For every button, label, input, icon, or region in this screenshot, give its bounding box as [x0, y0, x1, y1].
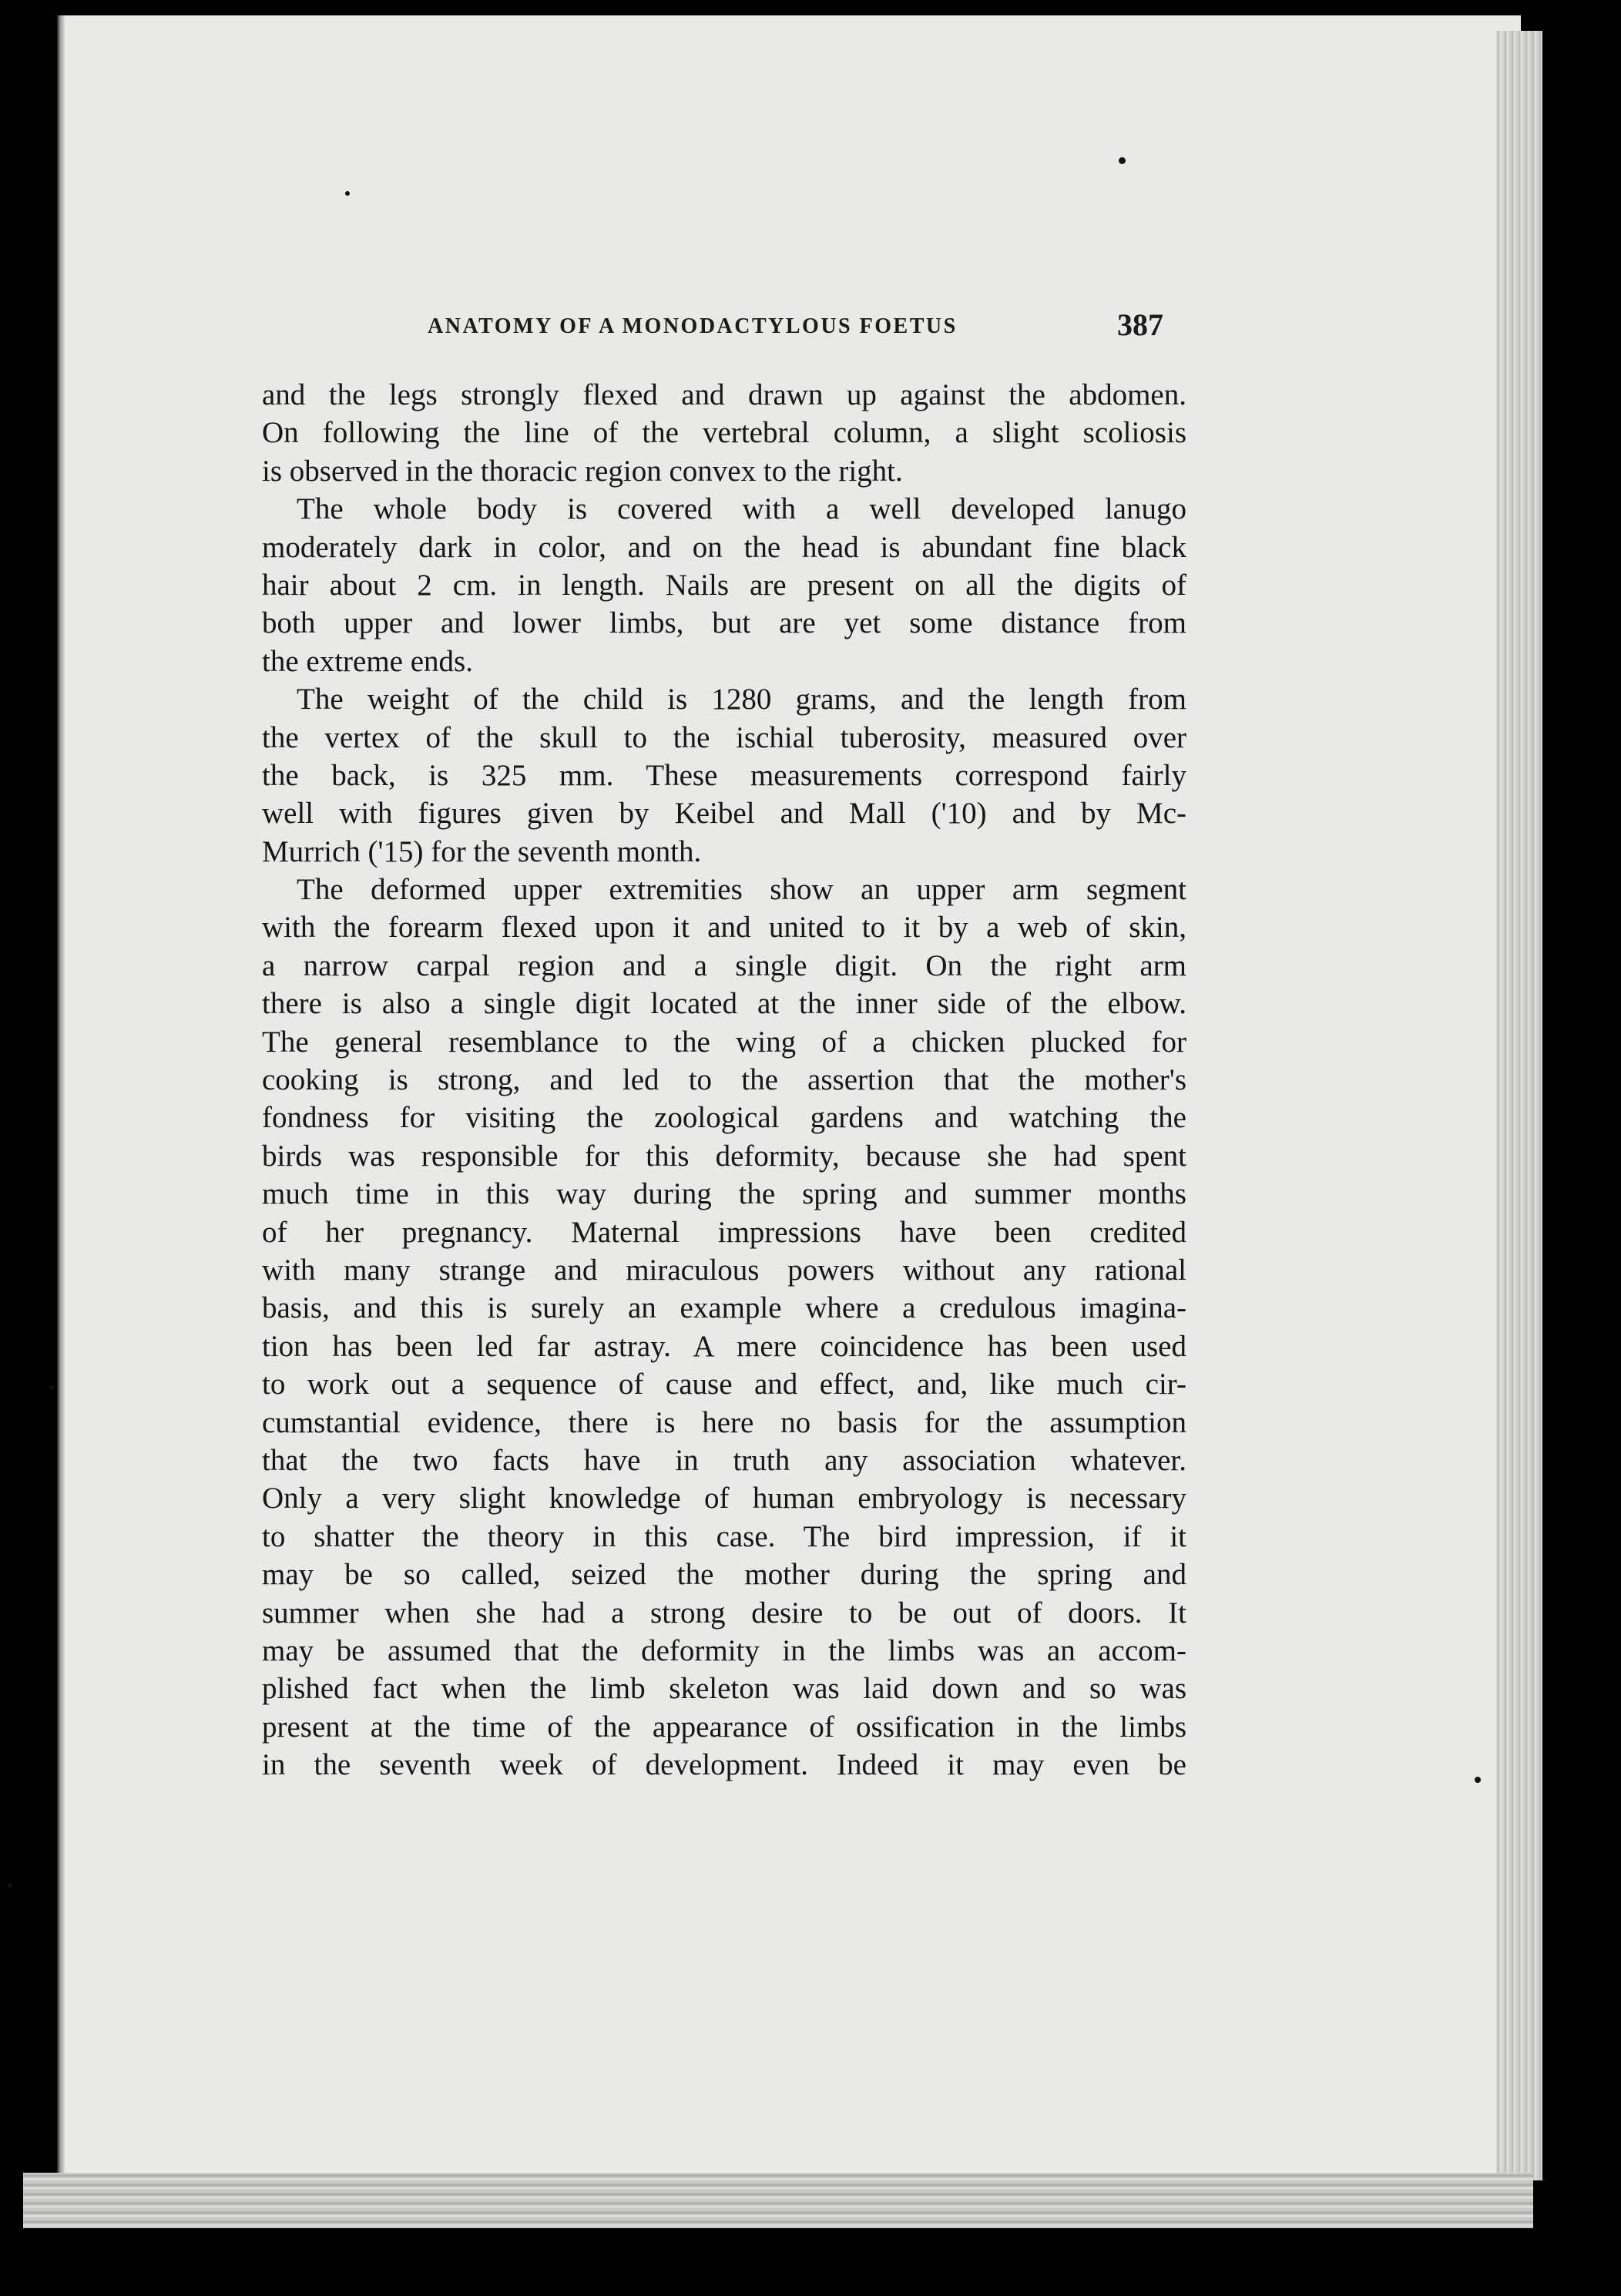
text-line: to shatter the theory in this case. The bird impression, if it [262, 1519, 1186, 1553]
scan-speck [345, 191, 350, 196]
paragraph-first-line: The whole body is covered with a well developed lanugo [297, 492, 1186, 526]
text-line: both upper and lower limbs, but are yet some distance from [262, 606, 1186, 640]
text-line: summer when she had a strong desire to be out of doors. It [262, 1596, 1186, 1630]
running-head [428, 307, 1198, 345]
scan-speck [8, 1883, 12, 1888]
text-line: the vertex of the skull to the ischial tuberosity, measured over [262, 720, 1186, 754]
text-line: and the legs strongly flexed and drawn up against the abdomen. [262, 378, 1186, 411]
text-line: On following the line of the vertebral column, a slight scoliosis [262, 416, 1186, 450]
scan-speck [1475, 1777, 1481, 1783]
text-line: moderately dark in color, and on the head is abundant fine black [262, 530, 1186, 564]
text-line: well with figures given by Keibel and Mall ('10) and by Mc- [262, 797, 1186, 831]
text-line: there is also a single digit located at the inner side of the elbow. [262, 987, 1186, 1021]
page-left-edge [57, 15, 65, 2180]
running-head-title: ANATOMY OF A MONODACTYLOUS FOETUS [428, 314, 958, 338]
text-line: with the forearm flexed upon it and united to it by a web of skin, [262, 911, 1186, 945]
page-number: 387 [1117, 307, 1163, 342]
text-line: may be so called, seized the mother during the spring and [262, 1558, 1186, 1592]
text-line: tion has been led far astray. A mere coincidence has been used [262, 1329, 1186, 1363]
page-bottom-edge [23, 2173, 1533, 2228]
paragraph-first-line: The deformed upper extremities show an upper arm segment [297, 873, 1186, 907]
text-line: plished fact when the limb skeleton was laid down and so was [262, 1672, 1186, 1706]
text-line: fondness for visiting the zoological gardens and watching the [262, 1101, 1186, 1135]
text-line: may be assumed that the deformity in the limbs was an accom- [262, 1633, 1186, 1667]
text-line: the back, is 325 mm. These measurements correspond fairly [262, 758, 1186, 792]
page-right-edge [1496, 31, 1542, 2180]
text-line: to work out a sequence of cause and effect, and, like much cir- [262, 1368, 1186, 1401]
text-line: is observed in the thoracic region convex to the right. [262, 454, 903, 488]
text-line: The general resemblance to the wing of a chicken plucked for [262, 1025, 1186, 1059]
text-line: that the two facts have in truth any association whatever. [262, 1443, 1186, 1477]
paragraph-first-line: The weight of the child is 1280 grams, and the length from [297, 683, 1186, 717]
text-line: basis, and this is surely an example where a credulous imagina- [262, 1291, 1186, 1325]
text-line: with many strange and miraculous powers without any rational [262, 1253, 1186, 1287]
text-line: Only a very slight knowledge of human embryology is necessary [262, 1482, 1186, 1516]
scan-speck [49, 1385, 54, 1390]
text-line: in the seventh week of development. Indeed it may even be [262, 1748, 1186, 1782]
text-line: cooking is strong, and led to the assertion that the mother's [262, 1063, 1186, 1097]
text-line: cumstantial evidence, there is here no basis for the assumption [262, 1405, 1186, 1439]
text-line: much time in this way during the spring and summer months [262, 1177, 1186, 1211]
text-line: present at the time of the appearance of ossification in the limbs [262, 1710, 1186, 1744]
text-line: hair about 2 cm. in length. Nails are present on all the digits of [262, 568, 1186, 602]
text-line: the extreme ends. [262, 644, 473, 678]
body-text [262, 376, 1186, 1784]
text-line: a narrow carpal region and a single digit. On the right arm [262, 948, 1186, 982]
text-line: Murrich ('15) for the seventh month. [262, 834, 702, 868]
scan-speck [1119, 157, 1126, 164]
text-line: birds was responsible for this deformity, because she had spent [262, 1139, 1186, 1173]
text-line: of her pregnancy. Maternal impressions have been credited [262, 1215, 1186, 1249]
